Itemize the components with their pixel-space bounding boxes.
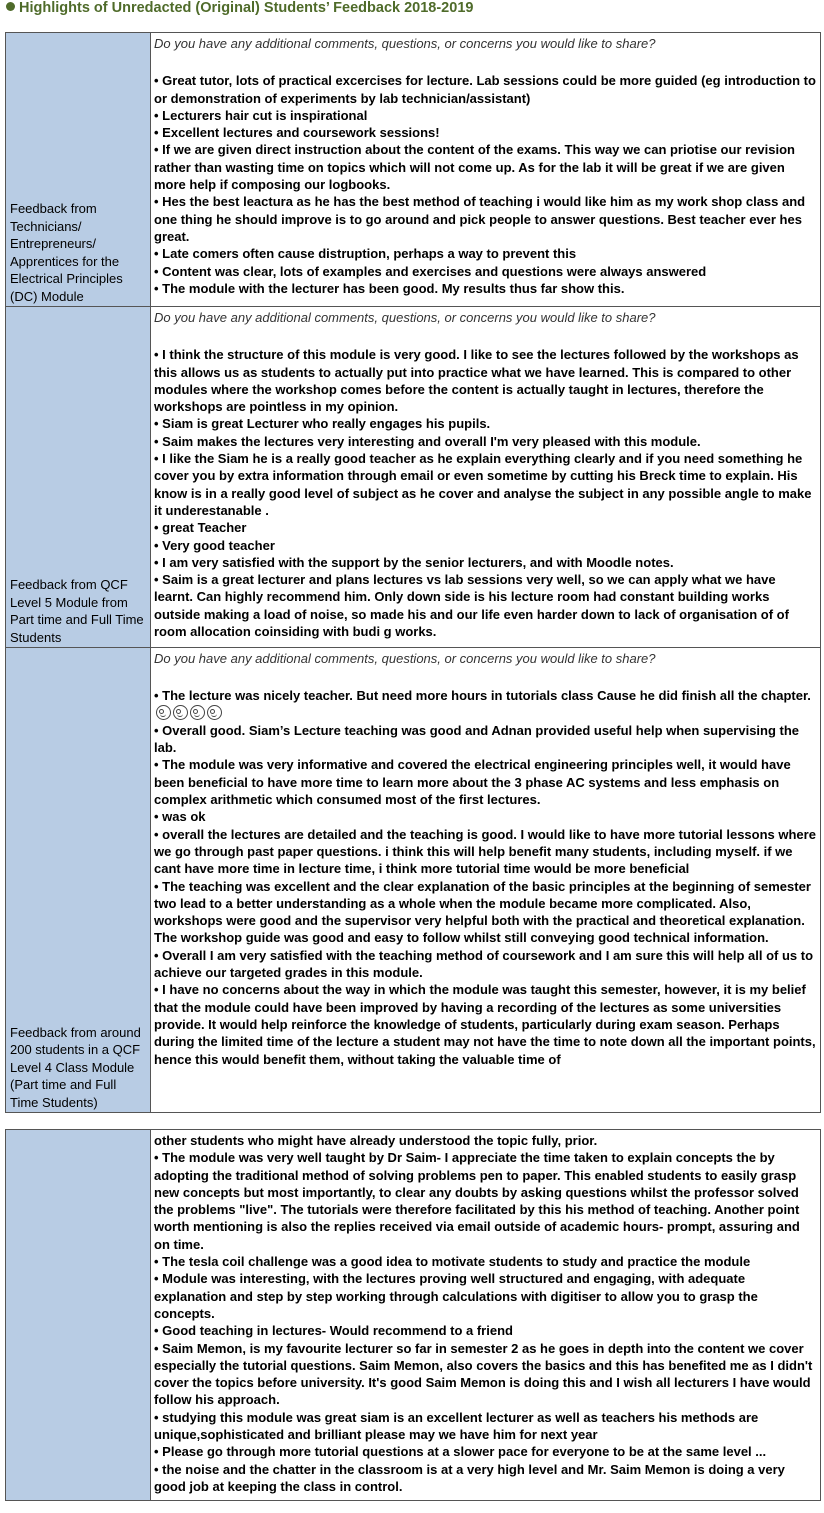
- comment-item: • Hes the best leactura as he has the best method of teaching i would like him as my work shop class and one thing he should improve is to go around and pick people to answer questions. Best teacher ever hes great.: [154, 194, 806, 244]
- feedback-content-cell: [151, 33, 821, 307]
- survey-question: Do you have any additional comments, questions, or concerns you would like to share?: [154, 36, 656, 51]
- survey-question: Do you have any additional comments, questions, or concerns you would like to share?: [154, 651, 656, 666]
- comment-list: [154, 687, 817, 1068]
- comment-item: The workshop guide was good and easy to follow whilst still conveying good technical information.: [154, 930, 769, 946]
- bullet-dot-icon: [6, 2, 15, 11]
- comment-item: other students who might have already understood the topic fully, prior.: [154, 1133, 598, 1148]
- comment-item: • Very good teacher: [154, 537, 275, 553]
- comment-item: • Saim is a great lecturer and plans lectures vs lab sessions very well, so we can apply what we have learnt. Can highly recommend him. Only down side is his lecture room had constant building works outside making a load of noise, so made his and our life even harder down to lack of organisation of of room allocation coinsiding with budi g works.: [154, 572, 789, 640]
- comment-list: [154, 346, 817, 640]
- feedback-content-cell: [151, 648, 821, 1113]
- comment-item: • I have no concerns about the way in which the module was taught this semester, however, it is my belief that the module could have been improved by having a recording of the lectures as some universities provide. It would help reinforce the knowledge of students, particularly during exam season. Perhaps during the limited time of the lecture a student may not have the time to note down all the important points, hence this would benefit them, without taking the valuable time of: [154, 982, 816, 1067]
- smiley-face-icon: [190, 705, 205, 720]
- comment-item: • studying this module was great siam is an excellent lecturer as well as teachers his methods are unique,sophisticated and brilliant please may we have him for next year: [154, 1409, 759, 1443]
- feedback-row-dc-module: [6, 33, 821, 307]
- comment-item: • The module was very informative and covered the electrical engineering principles well, it would have been beneficial to have more time to learn more about the 3 phase AC systems and less emphasis on complex arithmetic which consumed most of the first lectures.: [154, 757, 791, 808]
- comment-item: • The tesla coil challenge was a good idea to motivate students to study and practice the module: [154, 1254, 751, 1270]
- survey-question: Do you have any additional comments, questions, or concerns you would like to share?: [154, 310, 656, 325]
- comment-item: • The module was very well taught by Dr Saim- I appreciate the time taken to explain concepts the by adopting the traditional method of solving problems pen to paper. This enabled students to easily grasp new concepts but most importantly, to clear any doubts by asking questions whilst the professor solved the problems "live". The tutorials were therefore facilitated by this his method of teaching. Another point worth mentioning is also the replies received via email outside of academic hours- prompt, assuring and on time.: [154, 1150, 800, 1252]
- comment-item: • Saim Memon, is my favourite lecturer so far in semester 2 as he goes in depth into the content we cover especially the tutorial questions. Saim Memon, also covers the basics and this has benefited me as I didn't cover the topics before university. It's good Saim Memon is doing this and I wish all lecturers I have would follow his approach.: [154, 1340, 813, 1408]
- comment-list: [154, 1132, 817, 1495]
- comment-item: • Excellent lectures and coursework sessions!: [154, 125, 440, 141]
- feedback-content-cell: [151, 307, 821, 648]
- row-label-cell: [6, 307, 151, 648]
- feedback-table-1: [5, 32, 821, 1113]
- comment-item: • Good teaching in lectures- Would recommend to a friend: [154, 1323, 513, 1339]
- comment-text: • The lecture was nicely teacher. But need more hours in tutorials class Cause he did finish all the chapter.: [154, 688, 811, 704]
- feedback-table-2: [5, 1129, 821, 1501]
- comment-item: • The teaching was excellent and the clear explanation of the basic principles at the beginning of semester two lead to a better understanding as a whole when the module became more complicated. Also, workshops were good and the supervisor very helpful both with the practical and theoretical explanation.: [154, 878, 811, 929]
- comment-item: • Overall good. Siam’s Lecture teaching was good and Adnan provided useful help when supervising the lab.: [154, 722, 800, 756]
- row-label: Feedback from QCF Level 5 Module from Part time and Full Time Students: [10, 577, 144, 645]
- row-label: Feedback from Technicians/ Entrepreneurs/ Apprentices for the Electrical Principles (DC) Module: [10, 201, 123, 304]
- comment-item: [154, 687, 817, 722]
- comment-item: • Late comers often cause distruption, perhaps a way to prevent this: [154, 246, 577, 262]
- comment-item: • Great tutor, lots of practical excercises for lecture. Lab sessions could be more guided (eg introduction to or demonstration of experiments by lab technician/assistant): [154, 73, 816, 106]
- comment-item: • The module with the lecturer has been good. My results thus far show this.: [154, 280, 625, 296]
- comment-item: • Module was interesting, with the lectures proving well structured and engaging, with adequate explanation and step by step working through calculations with digitiser to allow you to grasp the concepts.: [154, 1271, 758, 1321]
- comment-item: • Siam is great Lecturer who really engages his pupils.: [154, 416, 491, 432]
- comment-item: • Please go through more tutorial questions at a slower pace for everyone to be at the same level ...: [154, 1444, 767, 1460]
- row-label: Feedback from around 200 students in a QCF Level 4 Class Module (Part time and Full Time Students): [10, 1024, 141, 1110]
- row-label-cell: [6, 1130, 151, 1501]
- comment-item: • the noise and the chatter in the classroom is at a very high level and Mr. Saim Memon is doing a very good job at keeping the class in control.: [154, 1461, 785, 1494]
- comment-item: • I think the structure of this module is very good. I like to see the lectures followed by the workshops as this allows us as students to actually put into practice what we have learned. This is compared to other modules where the workshop comes before the content is actually taught in lectures, therefore the workshops are pointless in my opinion.: [154, 347, 799, 415]
- comment-item: • I am very satisfied with the support by the senior lecturers, and with Moodle notes.: [154, 554, 674, 570]
- comment-item: • Overall I am very satisfied with the teaching method of coursework and I am sure this will help all of us to achieve our targeted grades in this module.: [154, 947, 814, 981]
- smiley-face-icon: [173, 705, 188, 720]
- comment-item: • Content was clear, lots of examples and exercises and questions were always answered: [154, 263, 707, 279]
- feedback-row-level4: [6, 648, 821, 1113]
- smiley-face-icon: [156, 705, 171, 720]
- comment-item: • was ok: [154, 809, 206, 825]
- comment-item: • great Teacher: [154, 520, 247, 536]
- comment-item: • I like the Siam he is a really good teacher as he explain everything clearly and if you need something he cover you by extra information through email or even sometime by cutting his Breck time to explain. His know is in a really good level of subject as he cover and analyse the subject in any possible angle to make it underestanable .: [154, 451, 812, 518]
- comment-item: • Saim makes the lectures very interesting and overall I'm very pleased with this module.: [154, 433, 701, 449]
- comment-item: • If we are given direct instruction about the content of the exams. This way we can priotise our revision rather than wasting time on topics which will not come up. As for the lab it will be great if we are given more help if composing our logbooks.: [154, 142, 795, 193]
- feedback-row-level4-continued: [6, 1130, 821, 1501]
- row-label-cell: [6, 648, 151, 1113]
- page-title-text: Highlights of Unredacted (Original) Students’ Feedback 2018-2019: [19, 0, 474, 16]
- row-label-cell: [6, 33, 151, 307]
- feedback-row-level5: [6, 307, 821, 648]
- feedback-content-cell: [151, 1130, 821, 1501]
- comment-item: • overall the lectures are detailed and the teaching is good. I would like to have more tutorial lessons where we go through past paper questions. i think this will help benefit many students, including myself. if we cant have more time in lecture time, i think more tutorial time would be more beneficial: [154, 826, 816, 877]
- page-title: [6, 0, 473, 16]
- smiley-face-icon: [207, 705, 222, 720]
- comment-item: • Lecturers hair cut is inspirational: [154, 107, 368, 123]
- comment-list: [154, 72, 817, 297]
